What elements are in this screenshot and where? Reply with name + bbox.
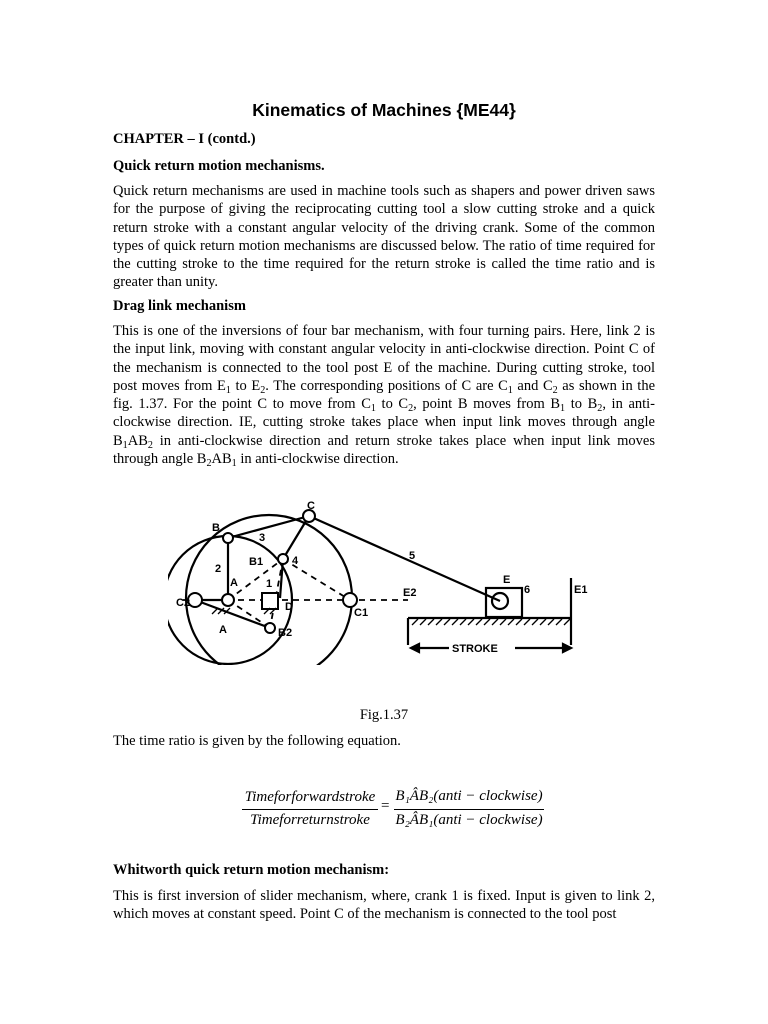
time-ratio-equation — [242, 785, 552, 835]
section-heading-whitworth: Whitworth quick return motion mechanism: — [113, 862, 390, 878]
label-c: C — [307, 500, 315, 512]
label-link-6: 6 — [524, 584, 531, 596]
eq-lhs-numerator: Timeforforwardstroke — [244, 789, 376, 805]
section-heading-drag-link: Drag link mechanism — [113, 298, 246, 314]
time-ratio-intro: The time ratio is given by the following equation. — [113, 733, 401, 749]
label-a-top: A — [230, 577, 238, 589]
label-e1: E1 — [574, 584, 588, 596]
label-a-bottom: A — [219, 624, 227, 636]
chapter-heading: CHAPTER – I (contd.) — [113, 131, 256, 147]
eq-lhs-fraction-bar — [242, 809, 378, 810]
document-title: Kinematics of Machines {ME44} — [252, 100, 516, 120]
label-link-5: 5 — [409, 550, 416, 562]
paragraph-quick-return: Quick return mechanisms are used in machine tools such as shapers and power driven saws for the purpose of giving the reciprocating cutting tool a slow cutting stroke and a quick return stroke with a constant angular velocity of the driving crank. Some of the common types of quick return motion mechanisms are discussed below. The ratio of time required for the cutting stroke to the time required for the return stroke is called the time ratio and is greater than unity. — [113, 183, 655, 291]
section-heading-quick-return: Quick return motion mechanisms. — [113, 158, 325, 174]
label-c1: C1 — [354, 607, 369, 619]
paragraph-whitworth: This is first inversion of slider mechanism, where, crank 1 is fixed. Input is given to link 2, which moves at constant speed. Point C of the mechanism is connected to the tool post — [113, 888, 655, 923]
label-b2: B2 — [278, 627, 293, 639]
paragraph-drag-link: This is one of the inversions of four bar mechanism, with four turning pairs. Here, link 2 is the input link, moving with constant angular velocity in anti-clockwise direction. Point C of the mechanism is connected to the tool post E of the machine. During cutting stroke, tool post moves from $E_1$ to $E_2$. The corresponding positions of C are $C_1$ and $C_2$ as shown in the fig. 1.37. For the point C to move from $C_1$ to $C_2$, point B moves from $B_1$ to $B_2$, in anti-clockwise direction. IE, cutting stroke takes place when input link moves through angle $B_1AB_2$ in anti-clockwise direction and return stroke takes place when input link moves through angle $B_2AB_1$ in anti-clockwise direction. — [113, 323, 656, 470]
drag-link-mechanism-diagram — [168, 500, 588, 665]
label-link-4: 4 — [292, 555, 299, 567]
label-link-2: 2 — [215, 563, 222, 575]
figure-caption: Fig.1.37 — [359, 707, 409, 723]
label-b: B — [212, 522, 220, 534]
eq-lhs-denominator: Timeforreturnstroke — [250, 812, 370, 828]
eq-rhs-denominator: B₂ÂB₁(anti − clockwise) — [395, 812, 543, 828]
label-link-3: 3 — [259, 532, 266, 544]
label-stroke: STROKE — [452, 643, 498, 655]
eq-rhs-numerator: B₁ÂB₂(anti − clockwise) — [395, 788, 543, 804]
label-b1: B1 — [249, 556, 264, 568]
label-c2: C2 — [176, 597, 191, 609]
label-e2: E2 — [403, 587, 417, 599]
label-e: E — [503, 574, 511, 586]
eq-equals-sign: = — [381, 798, 390, 814]
label-link-1: 1 — [266, 578, 273, 590]
eq-rhs-fraction-bar — [394, 809, 544, 810]
label-d: D — [285, 601, 293, 613]
